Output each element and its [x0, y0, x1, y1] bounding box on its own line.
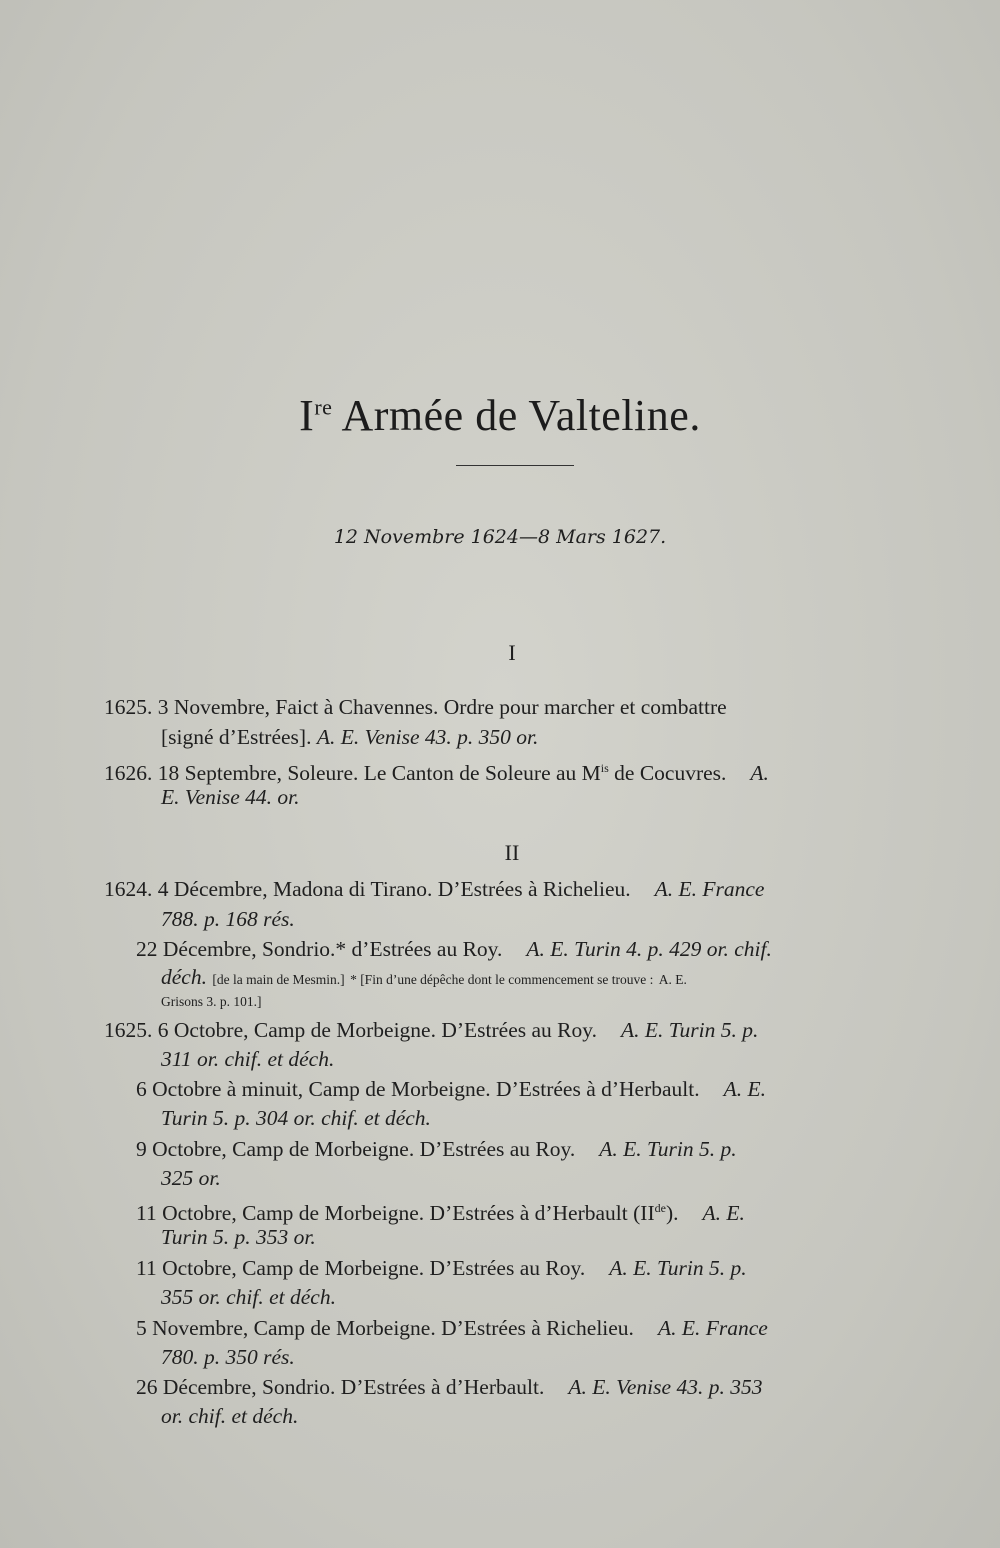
entry-2-text: 1626. 18 Septembre, Soleure. Le Canton de Soleure au M [104, 761, 601, 786]
entry-9-line-2 [161, 1283, 336, 1311]
title-main: Armée de Valteline. [341, 391, 701, 440]
entry-11-reference-2: or. chif. et déch. [161, 1404, 299, 1428]
entry-2-reference-2: E. Venise 44. or. [161, 785, 300, 809]
entry-10-reference: A. E. France [657, 1316, 768, 1340]
entry-8-reference: A. E. [702, 1201, 745, 1226]
entry-11-line-1 [136, 1373, 762, 1401]
entry-7-text: 9 Octobre, Camp de Morbeigne. D’Estrées au Roy. [136, 1137, 576, 1161]
entry-9-reference-2: 355 or. chif. et déch. [161, 1285, 336, 1309]
entry-8-line-2 [161, 1223, 316, 1251]
entry-7-reference-2: 325 or. [161, 1166, 221, 1190]
date-range: 12 Novembre 1624—8 Mars 1627. [333, 526, 667, 548]
entry-5-reference-2: 311 or. chif. et déch. [161, 1047, 335, 1071]
title-superscript: re [314, 394, 333, 420]
entry-11-text: 26 Décembre, Sondrio. D’Estrées à d’Herbault. [136, 1375, 545, 1399]
entry-2-reference: A. [750, 761, 769, 786]
title-divider [456, 465, 574, 466]
title-prefix: I [299, 391, 315, 440]
entry-3-reference: A. E. France [654, 877, 765, 901]
entry-1-text: 1625. 3 Novembre, Faict à Chavennes. Ordre pour marcher et combattre [104, 695, 727, 719]
entry-3-line-1 [104, 875, 764, 903]
entry-10-reference-2: 780. p. 350 rés. [161, 1345, 295, 1369]
section-heading-2: II [504, 840, 520, 865]
entry-3-reference-2: 788. p. 168 rés. [161, 907, 295, 931]
entry-1-reference: A. E. Venise 43. p. 350 or. [316, 725, 539, 749]
document-title [0, 390, 1000, 441]
entry-7-reference: A. E. Turin 5. p. [599, 1137, 737, 1161]
entry-3-line-2 [161, 905, 295, 933]
entry-4-note: [de la main de Mesmin.] [212, 972, 345, 987]
entry-1-line-1 [104, 693, 727, 721]
entry-6-text: 6 Octobre à minuit, Camp de Morbeigne. D’Estrées à d’Herbault. [136, 1077, 700, 1101]
entry-10-text: 5 Novembre, Camp de Morbeigne. D’Estrées à Richelieu. [136, 1316, 634, 1340]
entry-7-line-2 [161, 1164, 221, 1192]
entry-8-text: 11 Octobre, Camp de Morbeigne. D’Estrées à d’Herbault (II [136, 1201, 655, 1226]
entry-6-reference: A. E. [723, 1077, 767, 1101]
entry-5-reference: A. E. Turin 5. p. [621, 1018, 759, 1042]
entry-6-line-2 [161, 1104, 431, 1132]
entry-10-line-2 [161, 1343, 295, 1371]
entry-8-text-b: ). [665, 1201, 679, 1226]
entry-4-line-1 [136, 935, 772, 963]
entry-2-superscript: is [600, 761, 609, 775]
entry-6-reference-2: Turin 5. p. 304 or. chif. et déch. [161, 1106, 431, 1130]
entry-11-reference: A. E. Venise 43. p. 353 [568, 1375, 763, 1399]
entry-1-line-2 [161, 723, 538, 751]
entry-4-footnote: * [Fin d’une dépêche dont le commencement se trouve : [350, 972, 654, 987]
entry-8-reference-2: Turin 5. p. 353 or. [161, 1225, 316, 1249]
entry-5-text: 1625. 6 Octobre, Camp de Morbeigne. D’Estrées au Roy. [104, 1018, 597, 1042]
entry-3-text: 1624. 4 Décembre, Madona di Tirano. D’Estrées à Richelieu. [104, 877, 631, 901]
entry-4-reference-2: déch. [161, 965, 207, 989]
entry-5-line-1 [104, 1016, 758, 1044]
entry-10-line-1 [136, 1314, 768, 1342]
entry-2-line-2 [161, 783, 300, 811]
entry-4-footnote-ref: A. E. [658, 972, 687, 987]
section-heading-1: I [508, 640, 516, 665]
entry-1-text-2: [signé d’Estrées]. [161, 725, 312, 749]
entry-5-line-2 [161, 1045, 334, 1073]
entry-4-text: 22 Décembre, Sondrio.* d’Estrées au Roy. [136, 937, 503, 961]
entry-9-reference: A. E. Turin 5. p. [609, 1256, 747, 1280]
entry-8-superscript: de [654, 1201, 666, 1215]
entry-4-reference: A. E. Turin 4. p. 429 or. chif. [526, 937, 772, 961]
entry-9-text: 11 Octobre, Camp de Morbeigne. D’Estrées au Roy. [136, 1256, 586, 1280]
entry-9-line-1 [136, 1254, 747, 1282]
entry-6-line-1 [136, 1075, 766, 1103]
entry-2-text-b: de Cocuvres. [608, 761, 727, 786]
entry-7-line-1 [136, 1135, 737, 1163]
entry-4-line-3: Grisons 3. p. 101.] [161, 994, 262, 1009]
entry-11-line-2 [161, 1402, 298, 1430]
